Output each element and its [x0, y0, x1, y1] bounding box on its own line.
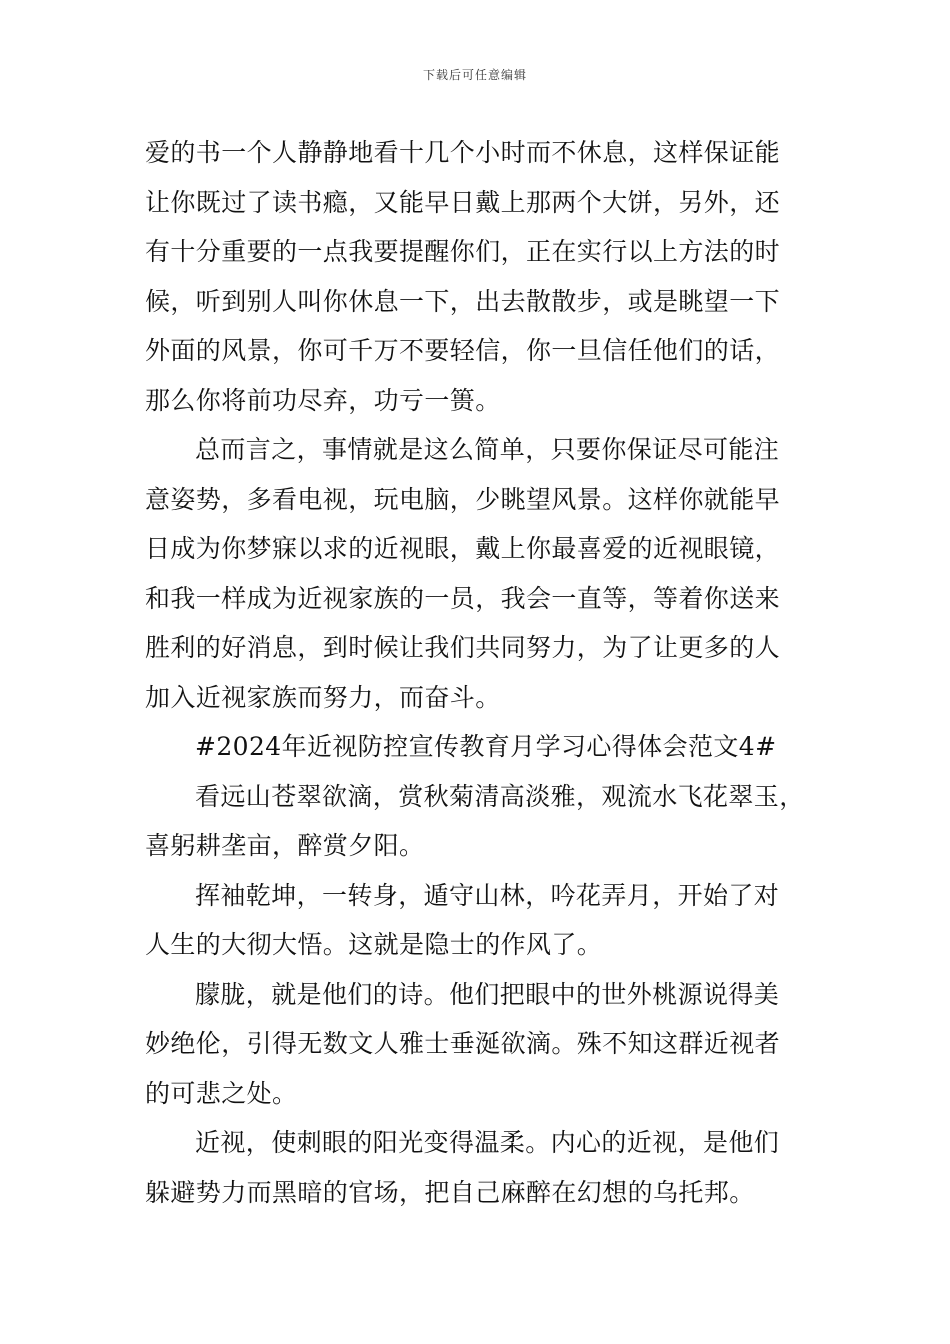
text-line: 挥袖乾坤，一转身，遁守山林，吟花弄月，开始了对 — [195, 880, 780, 910]
text-line: 妙绝伦，引得无数文人雅士垂涎欲滴。殊不知这群近视者 — [145, 1029, 781, 1058]
text-line: 爱的书一个人静静地看十几个小时而不休息，这样保证能 — [145, 138, 781, 167]
text-line: 意姿势，多看电视，玩电脑，少眺望风景。这样你就能早 — [145, 484, 781, 514]
text-line: 喜躬耕垄亩，醉赏夕阳。 — [145, 831, 425, 860]
text-line: 候，听到别人叫你休息一下，出去散散步，或是眺望一下 — [145, 286, 781, 316]
text-line: 有十分重要的一点我要提醒你们，正在实行以上方法的时 — [145, 237, 781, 266]
text-line: 近视，使刺眼的阳光变得温柔。内心的近视，是他们 — [195, 1128, 780, 1157]
text-line: 的可悲之处。 — [145, 1078, 298, 1108]
text-line: #2024年近视防控宣传教育月学习心得体会范文4# — [195, 732, 777, 761]
text-line: 让你既过了读书瘾，又能早日戴上那两个大饼，另外，还 — [145, 187, 781, 217]
text-line: 外面的风景，你可千万不要轻信，你一旦信任他们的话， — [145, 336, 781, 365]
text-line: 那么你将前功尽弃，功亏一篑。 — [145, 385, 501, 415]
text-line: 人生的大彻大悟。这就是隐士的作风了。 — [145, 930, 603, 959]
document-body — [145, 128, 810, 1217]
header-note: 下载后可任意编辑 — [422, 68, 527, 82]
text-line: 看远山苍翠欲滴，赏秋菊清高淡雅，观流水飞花翠玉， — [195, 781, 805, 811]
text-line: 和我一样成为近视家族的一员，我会一直等，等着你送来 — [145, 583, 781, 613]
text-line: 加入近视家族而努力，而奋斗。 — [145, 682, 501, 712]
text-line: 朦胧，就是他们的诗。他们把眼中的世外桃源说得美 — [195, 979, 780, 1009]
text-line: 日成为你梦寐以求的近视眼，戴上你最喜爱的近视眼镜， — [145, 534, 781, 563]
text-line: 躲避势力而黑暗的官场，把自己麻醉在幻想的乌托邦。 — [145, 1177, 755, 1207]
text-line: 胜利的好消息，到时候让我们共同努力，为了让更多的人 — [145, 633, 781, 662]
text-line: 总而言之，事情就是这么简单，只要你保证尽可能注 — [195, 435, 780, 464]
